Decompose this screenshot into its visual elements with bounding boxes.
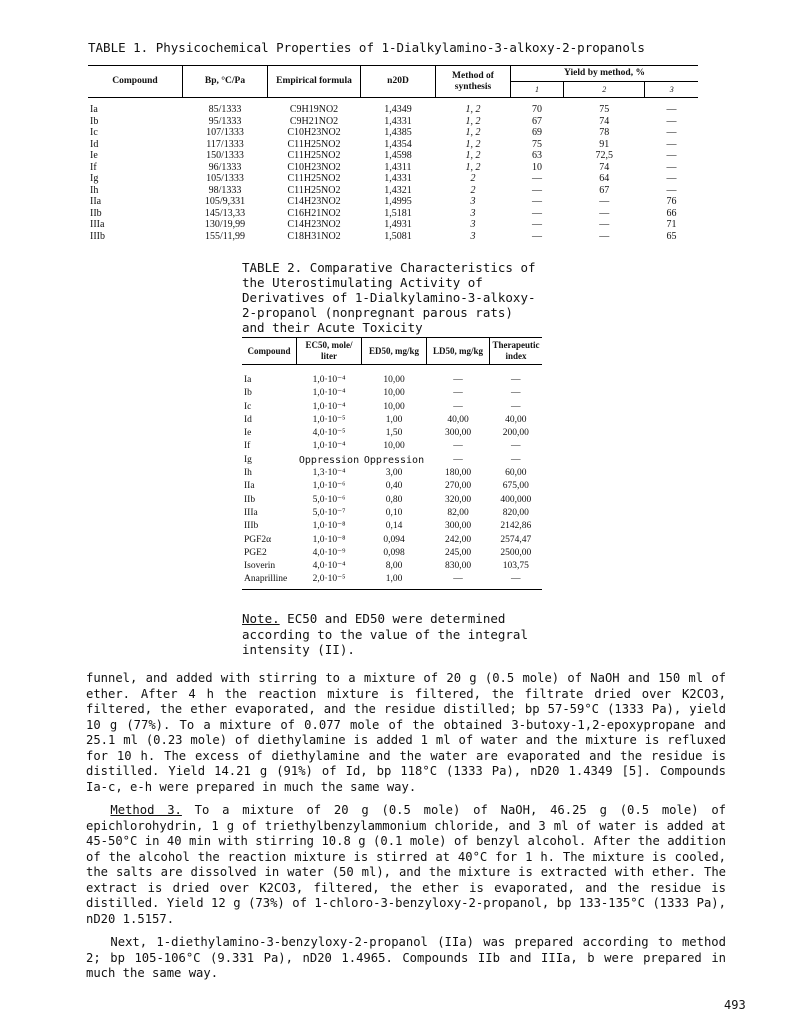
t2-header-ed50: ED50, mg/kg [362,338,427,365]
t1-header-bp: Bp, °C/Pa [183,66,268,98]
t2-header-compound: Compound [242,338,297,365]
table-row: Ih 1,3·10⁻⁴ 3,00 180,00 60,00 [244,468,527,479]
t1-header-yield: Yield by method, % [511,66,699,82]
table-row: Ig 105/1333 C11H25NO2 1,4331 2 — 64 — [90,173,677,184]
t2-header-ec50: EC50, mole/ liter [297,338,362,365]
table-row: Ia 1,0·10⁻⁴ 10,00 — — [244,375,521,385]
table-row: IIa 105/9,331 C14H23NO2 1,4995 3 — — 76 [90,196,677,207]
table2-caption: TABLE 2. Comparative Characteristics of the Uterostimulating Activity of Derivatives of 1-Dialkylamino-3-alkoxy-2-propanol (nonpregnant parous rats) and their Acute Toxicity [242,260,536,335]
t2-header-ld50: LD50, mg/kg [427,338,490,365]
table-row: PGF2α 1,0·10⁻⁸ 0,094 242,00 2574,47 [244,534,532,545]
table-row: Id 117/1333 C11H25NO2 1,4354 1, 2 75 91 — [90,138,677,150]
table-row: Ia 85/1333 C9H19NO2 1,4349 1, 2 70 75 — [90,104,677,115]
t2-header-therapeutic-index: Therapeutic index [490,338,543,365]
table-row: IIb 5,0·10⁻⁶ 0,80 320,00 400,000 [244,494,532,505]
table-row: Ih 98/1333 C11H25NO2 1,4321 2 — 67 — [90,184,677,196]
table2-note [242,611,542,658]
table-row: Anaprilline 2,0·10⁻⁵ 1,00 — — [242,573,542,589]
paragraph: funnel, and added with stirring to a mixture of 20 g (0.5 mole) of NaOH and 150 ml of ether. After 4 h the reaction mixture is filtered, the filtrate dried over K2CO3, filtered, the ether evaporated, and the residue distilled; bp 57-59°C (1333 Pa), yield 10 g (77%). To a mixture of 0.077 mole of the obtained 3-butoxy-1,2-epoxypropane and 25.1 ml (0.23 mole) of diethylamine is added 1 ml of water and the mixture is refluxed for 10 h. The excess of diethylamine and the water are evaporated and the residue is distilled. Yield 14.21 g (91%) of Id, bp 118°C (1333 Pa), nD20 1.4349 [5]. Compounds Ia-c, e-h were prepared in much the same way. [86,671,726,794]
table-row: Id 1,0·10⁻⁵ 1,00 40,00 40,00 [244,414,527,425]
method-3-label: Method 3. [110,803,182,817]
table1-caption: TABLE 1. Physicochemical Properties of 1-Dialkylamino-3-alkoxy-2-propanols [88,40,645,55]
note-label: Note. [242,611,280,626]
t1-subheader-1: 1 [511,82,564,98]
table-row: IIb 145/13,33 C16H21NO2 1,5181 3 — — 66 [90,207,677,219]
body-text [86,671,726,990]
table2 [242,337,542,590]
paragraph: Next, 1-diethylamino-3-benzyloxy-2-propanol (IIa) was prepared according to method 2; bp 105-106°C (9.331 Pa), nD20 1.4965. Compounds IIb and IIIa, b were prepared in much the same way. [86,935,726,980]
t1-header-compound: Compound [88,66,183,98]
t1-header-method: Method of synthesis [436,66,511,98]
table-row: Ie 150/1333 C11H25NO2 1,4598 1, 2 63 72,5 — [90,150,677,161]
table-row: Ic 107/1333 C10H23NO2 1,4385 1, 2 69 78 — [90,127,677,138]
table-row: IIa 1,0·10⁻⁶ 0,40 270,00 675,00 [244,481,529,492]
table-row: Ic 1,0·10⁻⁴ 10,00 — — [244,401,521,412]
t1-subheader-2: 2 [564,82,645,98]
table-row: IIIb 1,0·10⁻⁸ 0,14 300,00 2142,86 [244,521,532,532]
table-row: PGE2 4,0·10⁻⁹ 0,098 245,00 2500,00 [244,547,532,558]
table-row: If 1,0·10⁻⁴ 10,00 — — [244,441,521,452]
note-text: EC50 and ED50 were determined according to the value of the integral intensity (II). [242,611,528,657]
table-row: IIIa 5,0·10⁻⁷ 0,10 82,00 820,00 [244,507,529,518]
table-row: IIIa 130/19,99 C14H23NO2 1,4931 3 — — 71 [90,219,677,230]
table-row: If 96/1333 C10H23NO2 1,4311 1, 2 10 74 — [90,161,677,173]
table-row: IIIb 155/11,99 C18H31NO2 1,5081 3 — — 65 [90,230,677,242]
t1-header-formula: Empirical formula [268,66,361,98]
table-row: Ie 4,0·10⁻⁵ 1,50 300,00 200,00 [244,428,529,439]
table-row: Isoverin 4,0·10⁻⁴ 8,00 830,00 103,75 [244,561,529,572]
t1-subheader-3: 3 [645,82,698,98]
table-row: Ib 95/1333 C9H21NO2 1,4331 1, 2 67 74 — [90,115,677,127]
page-number: 493 [724,998,746,1012]
table1 [88,65,698,242]
t1-header-nd: n20D [361,66,436,98]
table-row: Ig Oppression Oppression — — [244,454,521,466]
table-row: Ib 1,0·10⁻⁴ 10,00 — — [244,388,521,399]
paragraph: Method 3. To a mixture of 20 g (0.5 mole) of NaOH, 46.25 g (0.5 mole) of epichlorohydrin, 1 g of triethylbenzylammonium chloride, and 3 ml of water is added at 45-50°C in 40 min with stirring 10.8 g (0.1 mole) of benzyl alcohol. After the addition of the alcohol the reaction mixture is stirred at 40°C for 1 h. The mixture is cooled, the salts are dissolved in water (50 ml), and the mixture is extracted with ether. The extract is dried over K2CO3, filtered, the ether is evaporated, and the residue is distilled. Yield 12 g (73%) of 1-chloro-3-benzyloxy-2-propanol, bp 133-135°C (1333 Pa), nD20 1.5157. [86,803,726,926]
